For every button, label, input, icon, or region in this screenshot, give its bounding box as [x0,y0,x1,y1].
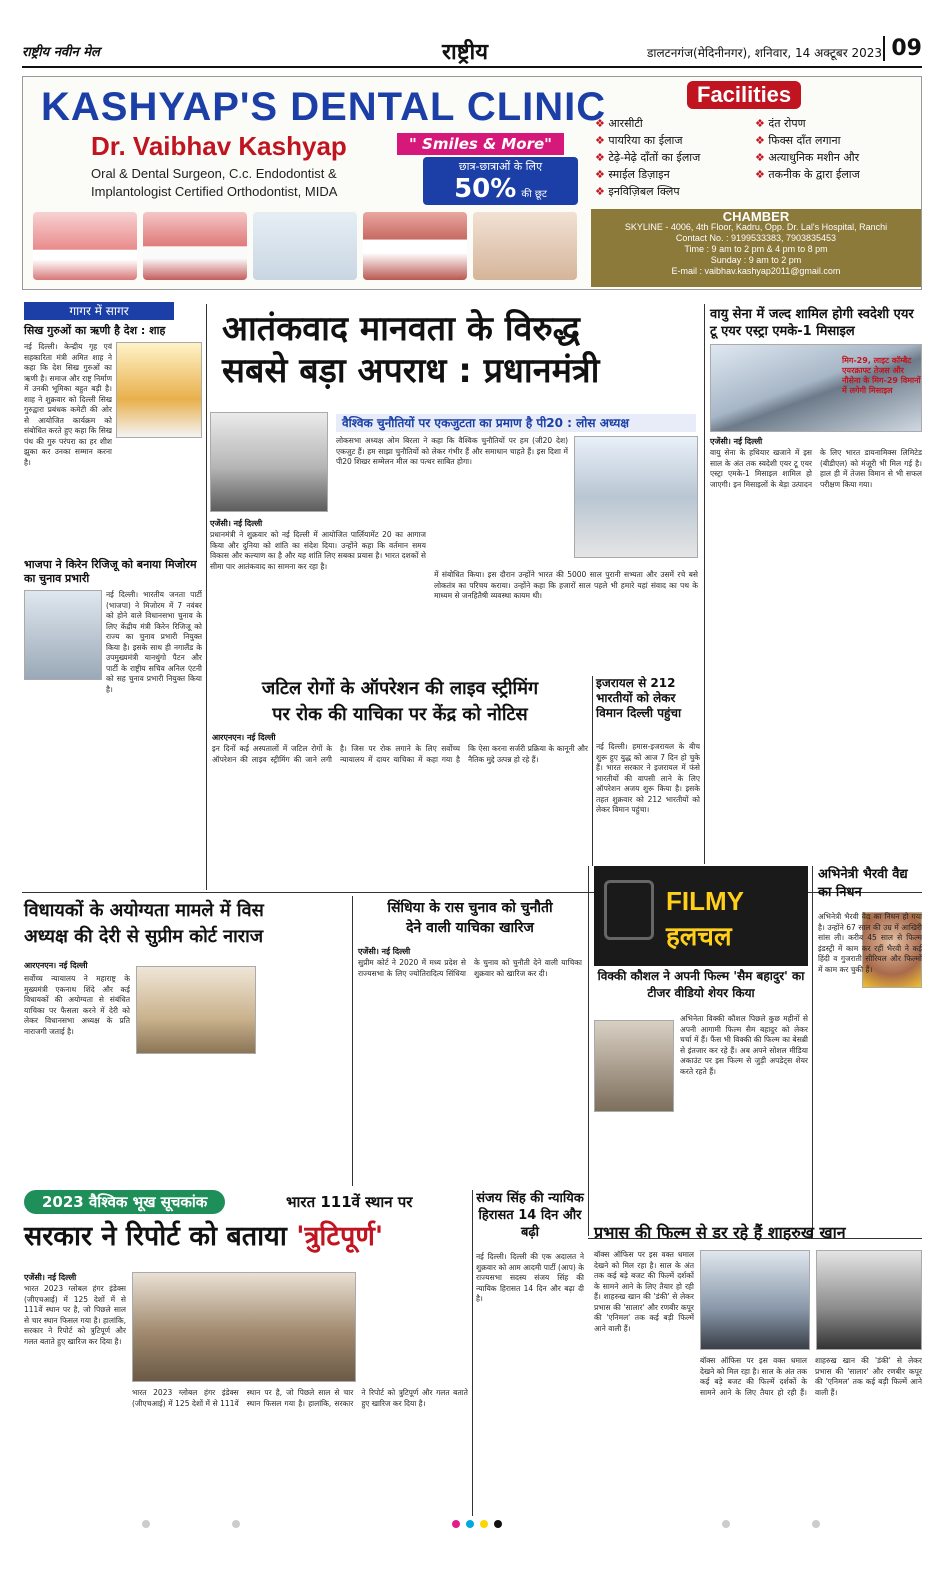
reg-dot [812,1520,820,1528]
srk-body: बॉक्स ऑफिस पर इस वक्त धमाल देखने को मिल रहा है। साल के अंत तक कई बड़े बजट की फिल्में दर्शकों के सामने आने के लिए तैयार हो रही हैं। शाहरुख खान की 'डंकी' से लेकर प्रभास की 'सालार' और रणबीर कपूर की 'एनिमल' तक कई बड़ी फिल्में आने वाली हैं। [594,1250,694,1333]
column-rule [472,1190,473,1516]
hunger-body-continued: भारत 2023 ग्लोबल हंगर इंडेक्स (जीएचआई) में 125 देशों में से 111वें स्थान पर है, जो पिछले साल से चार स्थान फिसल गया है। हालांकि, सरकार ने रिपोर्ट को त्रुटिपूर्ण और गलत बताते हुए खारिज कर दिया है। [132,1388,468,1408]
facility-item: ❖ इनविज़िबल क्लिप [595,183,755,200]
hunger-body: भारत 2023 ग्लोबल हंगर इंडेक्स (जीएचआई) में 125 देशों में से 111वें स्थान पर है, जो पिछले साल से चार स्थान फिसल गया है। हालांकि, सरकार ने रिपोर्ट को त्रुटिपूर्ण और गलत बताते हुए खारिज कर दिया है। [24,1284,126,1346]
facility-item: ❖ अत्याधुनिक मशीन और [755,149,915,166]
tagline-badge: " Smiles & More" [397,133,564,155]
hunger-rank-label: भारत 111वें स्थान पर [286,1193,413,1211]
qualification-line-2: Implantologist Certified Orthodontist, MIDA [91,184,338,199]
shah-headline: सिख गुरुओं का ऋणी है देश : शाह [24,324,166,337]
srk-body-continued: बॉक्स ऑफिस पर इस वक्त धमाल देखने को मिल रहा है। साल के अंत तक कई बड़े बजट की फिल्में दर्शकों के सामने आने के लिए तैयार हो रही हैं। शाहरुख खान की 'डंकी' से लेकर प्रभास की 'सालार' और रणबीर कपूर की 'एनिमल' तक कई बड़ी फिल्में आने वाली हैं। [700,1356,922,1397]
discount-suffix: की छूट [521,189,547,200]
column-rule [704,304,705,864]
supreme-court-photo [136,966,256,1054]
lead-byline: एजेंसी। नई दिल्ली [210,519,263,528]
reg-dot [142,1520,150,1528]
prabhas-photo [816,1250,922,1350]
facility-item: ❖ स्माईल डिज़ाइन [595,166,755,183]
airforce-body: वायु सेना के हथियार खजाने में इस साल के अंत तक स्वदेशी एयर टू एयर एस्ट्रा एमके-1 मिसाइल शामिल हो जाएगी। इन मिसाइलों के बेड़ा उत्पादन के लिए भारत डायनामिक्स लिमिटेड (बीडीएल) को मंजूरी भी मिल गई है। हाल ही में तेजस विमान से भी सफल परीक्षण किया गया। [710,448,922,489]
rijiju-story-body: नई दिल्ली। भारतीय जनता पार्टी (भाजपा) ने मिजोरम में 7 नवंबर को होने वाले विधानसभा चुनाव के लिए केंद्रीय मंत्री किरेन रिजिजू को राज्य का चुनाव प्रभारी नियुक्त किया है। इसके साथ ही नगालैंड के उपमुख्यमंत्री यानथुंगो पैटन और पार्टी के राष्ट्रीय सचिव अनिल एंटनी को सह चुनाव प्रभारी नियुक्त किया है। [106,590,202,694]
reg-dot [452,1520,460,1528]
qualification-line-1: Oral & Dental Surgeon, C.c. Endodontist & [91,166,337,181]
livestream-headline-line-2: पर रोक की याचिका पर केंद्र को नोटिस [272,704,528,725]
dental-clinic-ad [22,76,922,290]
vicky-headline: विक्की कौशल ने अपनी फिल्म 'सैम बहादुर' का टीजर वीडियो शेयर किया [597,969,805,1000]
facility-item: ❖ टेढ़े-मेढ़े दाँतों का ईलाज [595,149,755,166]
airforce-byline: एजेंसी। नई दिल्ली [710,437,763,446]
chamber-address: SKYLINE - 4006, 4th Floor, Kadru, Opp. Dr. Lal's Hospital, Ranchi [624,222,888,232]
actress-headline: अभिनेत्री भैरवी वैद्य का निधन [818,867,908,900]
section-tag: गागर में सागर [24,302,174,320]
mla-headline-line-1: विधायकों के अयोग्यता मामले में विस [24,900,264,921]
shah-photo [116,342,202,438]
reg-dot [232,1520,240,1528]
discount-label: छात्र-छात्राओं के लिए [458,160,543,173]
hunger-index-label: 2023 वैश्विक भूख सूचकांक [24,1190,225,1214]
page-header [22,36,922,68]
chamber-title: CHAMBER [722,209,790,224]
dental-photo-3 [253,212,357,280]
rijiju-photo [24,590,102,680]
israel-body: नई दिल्ली। हमास-इजरायल के बीच शुरू हुए युद्ध को आज 7 दिन हो चुके हैं। भारत सरकार ने इजरायल में फंसे भारतीयों की वापसी लाने के लिए ऑपरेशन अजय शुरू किया है। इसके तहत शुक्रवार को 212 भारतीयों को लेकर विमान पहुंचा। [596,742,700,814]
sanjay-body: नई दिल्ली। दिल्ली की एक अदालत ने शुक्रवार को आम आदमी पार्टी (आप) के राज्यसभा सदस्य संजय सिंह की न्यायिक हिरासत 14 दिन और बढ़ा दी है। [476,1252,584,1303]
doctor-name: Dr. Vaibhav Kashyap [91,131,347,161]
chamber-contact: Contact No. : 9199533383, 7903835453 [675,233,837,243]
page-number: 09 [883,36,922,61]
scindia-byline: एजेंसी। नई दिल्ली [358,947,411,956]
lead-body-3: में संबोधित किया। इस दौरान उन्होंने भारत की 5000 साल पुरानी सभ्यता और उसमें रचे बसे लोकतंत्र का परिचय कराया। उन्होंने कहा कि हजारों साल पहले भी हमारे यहां संवाद का पथ के माध्यम से जनहितैषी व्यवस्था कायम थी। [434,570,698,600]
column-rule [206,304,207,890]
registration-marks [22,1520,922,1530]
film-camera-icon [604,880,654,940]
chamber-email: E-mail : vaibhav.kashyap2011@gmail.com [671,266,841,276]
srk-photo [700,1250,810,1350]
facility-item: ❖ फिक्स दाँत लगाना [755,132,915,149]
missile-caption: मिग-29, लाइट कॉम्बैट एयरक्राफ्ट तेजस और नौसेना के मिग-29 विमानों में लगेगी मिसाइल [842,356,921,395]
facility-item: ❖ दंत रोपण [755,115,915,132]
hunger-byline: एजेंसी। नई दिल्ली [24,1273,77,1282]
actress-body: अभिनेत्री भैरवी वैद्य का निधन हो गया है। उन्होंने 67 साल की उम्र में आखिरी सांस ली। करीब 45 साल से फिल्म इंडस्ट्री में काम कर रहीं भैरवी ने कई हिंदी व गुजराती सीरियल और फिल्मों में काम कर चुकी हैं। [818,912,922,974]
filmy-logo: FILMY हलचल [666,886,744,951]
livestream-headline-line-1: जटिल रोगों के ऑपरेशन की लाइव स्ट्रीमिंग [261,678,539,699]
sam-bahadur-photo [594,1020,674,1112]
lead-headline-line-2: सबसे बड़ा अपराध : प्रधानमंत्री [222,351,600,391]
rijiju-headline: भाजपा ने किरेन रिजिजू को बनाया मिजोरम का चुनाव प्रभारी [24,558,197,585]
pm-photo [210,412,328,512]
chamber-time: Time : 9 am to 2 pm & 4 pm to 8 pm [684,244,828,254]
discount-badge [423,157,578,205]
hunger-headline [24,1220,484,1254]
mla-byline: आरएनएन। नई दिल्ली [24,961,88,970]
chamber-sunday: Sunday : 9 am to 2 pm [710,255,802,265]
vicky-body: अभिनेता विक्की कौशल पिछले कुछ महीनों से अपनी आगामी फिल्म सैम बहादुर को लेकर चर्चा में हैं। फैंस भी विक्की की फिल्म का बेसब्री से इंतजार कर रहे हैं। अब अपने सोशल मीडिया अकाउंट पर इस फिल्म से जुड़ी अपडेट्स शेयर करते रहते हैं। [680,1014,808,1076]
mla-body: सर्वोच्च न्यायालय ने महाराष्ट्र के मुख्यमंत्री एकनाथ शिंदे और कई विधायकों की अयोग्यता से संबंधित याचिका पर फैसला करने में देरी को लेकर विधानसभा अध्यक्ष के प्रति नाराजगी जताई है। [24,974,130,1036]
hunger-label-bar [24,1190,466,1214]
reg-dot [494,1520,502,1528]
column-rule [812,866,813,1236]
airforce-headline: वायु सेना में जल्द शामिल होगी स्वदेशी एयर टू एयर एस्ट्रा एमके-1 मिसाइल [710,307,914,339]
facility-item: ❖ तकनीक के द्वारा ईलाज [755,166,915,183]
livestream-byline: आरएनएन। नई दिल्ली [212,733,276,742]
left-column [24,324,202,740]
column-rule [352,896,353,1186]
mla-headline [24,898,354,950]
lead-body-1: प्रधानमंत्री ने शुक्रवार को नई दिल्ली में आयोजित पार्लियामेंट 20 का आगाज किया और दुनिया को शांति का संदेश दिया। उन्होंने कहा कि वर्तमान समय विकास और कल्याण का है और यह शांति लिए सबका प्रयास है। भारत दशकों से सीमा पार आतंकवाद का सामना कर रहा है। [210,530,426,571]
column-rule [588,866,589,1236]
dental-photo-1 [33,212,137,280]
hunger-headline-accent: 'त्रुटिपूर्ण' [296,1221,384,1252]
mla-headline-line-2: अध्यक्ष की देरी से सुप्रीम कोर्ट नाराज [24,926,264,947]
scindia-headline-line-2: देने वाली याचिका खारिज [406,920,534,936]
doctor-qualification [91,165,337,201]
reg-dot [466,1520,474,1528]
israel-headline: इजरायल से 212 भारतीयों को लेकर विमान दिल्ली पहुंचा [596,676,682,720]
children-photo [132,1272,356,1382]
lead-headline-line-1: आतंकवाद मानवता के विरुद्ध [222,309,580,349]
dental-photo-2 [143,212,247,280]
lead-body-2: लोकसभा अध्यक्ष ओम बिरला ने कहा कि वैश्विक चुनौतियों पर हम (जी20 देश) एकजुट हैं। हम साझा चुनौतियों को लेकर गंभीर हैं और समाधान चाहते हैं। इस दिशा में पी20 शिखर सम्मेलन मील का पत्थर साबित होगा। [336,436,568,466]
paper-name: राष्ट्रीय नवीन मेल [22,45,100,60]
facilities-title: Facilities [687,81,801,109]
scindia-body: सुप्रीम कोर्ट ने 2020 में मध्य प्रदेश से राज्यसभा के लिए ज्योतिरादित्य सिंधिया के चुनाव को चुनौती देने वाली याचिका शुक्रवार को खारिज कर दी। [358,958,582,978]
srk-headline: प्रभास की फिल्म से डर रहे हैं शाहरुख खान [594,1223,846,1242]
clinic-title: KASHYAP'S DENTAL CLINIC [41,85,607,129]
dental-photo-4 [363,212,467,280]
livestream-headline [212,676,588,728]
shah-story-body: नई दिल्ली। केन्द्रीय गृह एवं सहकारिता मंत्री अमित शाह ने कहा कि देश सिख गुरुओं का ऋणी है। समाज और राष्ट्र निर्माण में उनकी भूमिका बहुत बड़ी है। शाह ने शुक्रवार को दिल्ली सिख गुरुद्वारा प्रबंधक कमेटी की ओर से आयोजित कार्यक्रम को संबोधित करते हुए कहा कि सिख पंथ की गुरु परंपरा का हर शीश झुका कर उनका सम्मान करना है। [24,342,112,467]
sanjay-headline: संजय सिंह की न्यायिक हिरासत 14 दिन और बढ़ी [476,1191,584,1240]
livestream-body: इन दिनों कई अस्पतालों में जटिल रोगों के ऑपरेशन की लाइव स्ट्रीमिंग की जाने लगी है। जिस पर रोक लगाने के लिए सर्वोच्च न्यायालय में दायर याचिका में कहा गया है कि ऐसा करना सर्जरी प्रक्रिया के कानूनी और नैतिक मुद्दे उत्पन्न हो रहे हैं। [212,744,588,764]
reg-dot [480,1520,488,1528]
chamber-box [591,209,921,287]
dental-photo-5 [473,212,577,280]
dateline: डालटनगंज(मेदिनीनगर), शनिवार, 14 अक्टूबर 2023 [647,46,882,60]
hunger-headline-main: सरकार ने रिपोर्ट को बताया [24,1221,287,1252]
facility-item: ❖ आरसीटी [595,115,755,132]
column-rule [592,676,593,866]
reg-dot [722,1520,730,1528]
section-name: राष्ट्रीय [442,40,489,65]
lead-subhead: वैश्विक चुनौतियों पर एकजुटता का प्रमाण है पी20 : लोस अध्यक्ष [336,414,696,432]
scindia-headline-line-1: सिंधिया के रास चुनाव को चुनौती [387,900,553,916]
discount-percent: 50% [454,174,517,204]
filmy-banner [594,866,808,966]
scindia-headline [358,898,582,938]
facility-item: ❖ पायरिया का ईलाज [595,132,755,149]
lead-headline [222,308,682,392]
facilities-list [595,115,921,200]
speaker-photo [574,436,698,558]
